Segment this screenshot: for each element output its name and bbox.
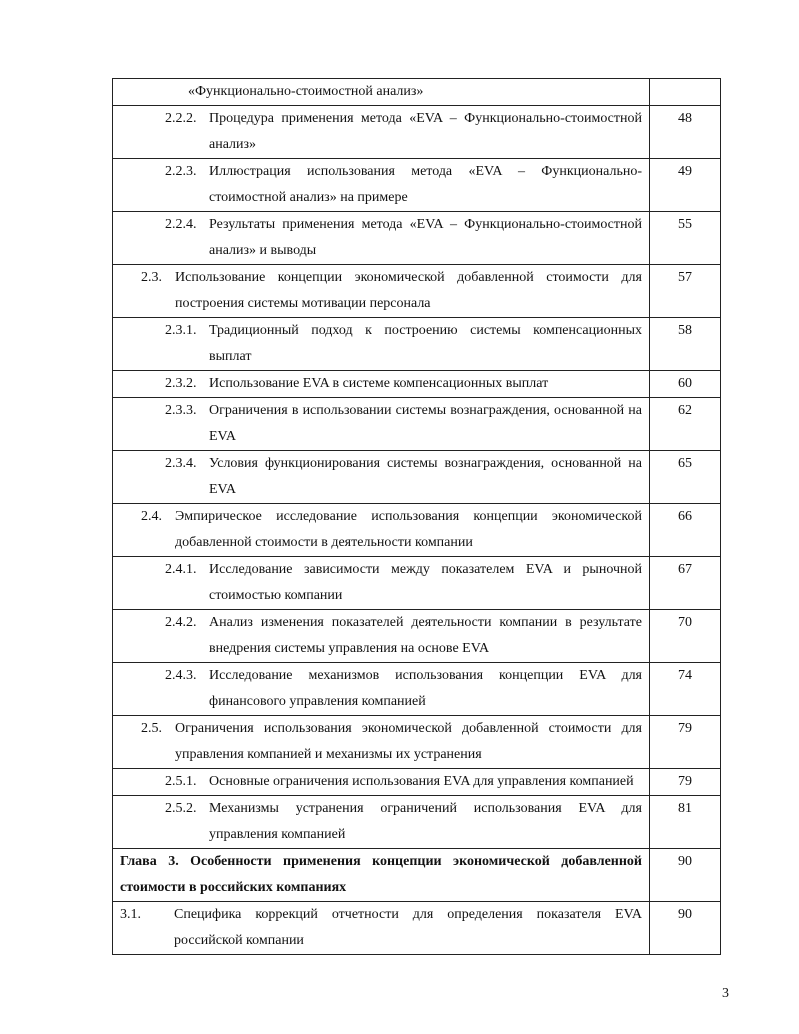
toc-entry-title: Анализ изменения показателей деятельности компании в результате внедрения системы управления на основе EVA xyxy=(209,615,642,656)
toc-entry-title: Использование концепции экономической добавленной стоимости для построения системы мотивации персонала xyxy=(175,270,642,311)
toc-entry-number: 2.3.2. xyxy=(165,376,197,391)
toc-entry-title: Исследование механизмов использования концепции EVA для финансового управления компанией xyxy=(209,668,642,709)
toc-entry-title: Традиционный подход к построению системы компенсационных выплат xyxy=(209,323,642,364)
toc-page-number: 74 xyxy=(650,663,721,716)
toc-title-cell xyxy=(113,849,650,902)
toc-entry-title: Ограничения в использовании системы вознаграждения, основанной на EVA xyxy=(209,403,642,444)
toc-entry-title: Результаты применения метода «EVA – Функционально-стоимостной анализ» и выводы xyxy=(209,217,642,258)
toc-entry-title: Ограничения использования экономической добавленной стоимости для управления компанией и механизмы их устранения xyxy=(175,721,642,762)
toc-entry-title: Механизмы устранения ограничений использования EVA для управления компанией xyxy=(209,801,642,842)
toc-row xyxy=(113,212,721,265)
toc-title-cell xyxy=(113,451,650,504)
toc-entry xyxy=(113,557,649,609)
toc-entry xyxy=(113,663,649,715)
toc-entry-number: 2.4.3. xyxy=(165,668,197,683)
toc-entry-number: 2.4.2. xyxy=(165,615,197,630)
toc-row xyxy=(113,610,721,663)
toc-entry-number: 2.4.1. xyxy=(165,562,197,577)
toc-page-number: 65 xyxy=(650,451,721,504)
toc-entry xyxy=(113,769,649,795)
toc-entry xyxy=(113,504,649,556)
toc-page-number: 79 xyxy=(650,716,721,769)
toc-entry-title: Специфика коррекций отчетности для определения показателя EVA российской компании xyxy=(174,907,642,948)
toc-row xyxy=(113,557,721,610)
toc-title-cell xyxy=(113,663,650,716)
toc-entry-title: Глава 3. Особенности применения концепции экономической добавленной стоимости в российских компаниях xyxy=(120,854,642,895)
toc-title-cell xyxy=(113,106,650,159)
toc-title-cell xyxy=(113,504,650,557)
toc-title-cell xyxy=(113,318,650,371)
toc-page-number: 70 xyxy=(650,610,721,663)
toc-title-cell xyxy=(113,610,650,663)
toc-row xyxy=(113,265,721,318)
toc-row xyxy=(113,318,721,371)
toc-entry-title: Условия функционирования системы вознаграждения, основанной на EVA xyxy=(209,456,642,497)
toc-page-number: 60 xyxy=(650,371,721,398)
toc-entry-number: 2.5.2. xyxy=(165,801,197,816)
toc-entry-number: 2.3. xyxy=(141,270,162,285)
toc-row xyxy=(113,159,721,212)
toc-page-number: 49 xyxy=(650,159,721,212)
toc-entry xyxy=(113,159,649,211)
toc-page-number: 57 xyxy=(650,265,721,318)
toc-title-cell xyxy=(113,371,650,398)
toc-row xyxy=(113,106,721,159)
toc-title-cell xyxy=(113,796,650,849)
toc-entry-number: 2.3.3. xyxy=(165,403,197,418)
toc-page-number: 81 xyxy=(650,796,721,849)
toc-entry xyxy=(113,902,649,954)
toc-entry-number: 2.5. xyxy=(141,721,162,736)
toc-row xyxy=(113,716,721,769)
toc-entry xyxy=(113,849,649,901)
toc-title-cell xyxy=(113,716,650,769)
toc-page-number: 62 xyxy=(650,398,721,451)
toc-entry-title: Процедура применения метода «EVA – Функционально-стоимостной анализ» xyxy=(209,111,642,152)
toc-entry-title: «Функционально-стоимостной анализ» xyxy=(188,84,424,99)
toc-entry xyxy=(113,79,649,105)
toc-row xyxy=(113,769,721,796)
toc-title-cell xyxy=(113,398,650,451)
toc-entry xyxy=(113,318,649,370)
toc-row xyxy=(113,796,721,849)
toc-entry-number: 2.2.2. xyxy=(165,111,197,126)
toc-entry xyxy=(113,265,649,317)
toc-page-number: 66 xyxy=(650,504,721,557)
toc-title-cell xyxy=(113,79,650,106)
toc-entry-number: 2.4. xyxy=(141,509,162,524)
toc-entry-number: 2.3.4. xyxy=(165,456,197,471)
toc-row xyxy=(113,504,721,557)
toc-entry-title: Иллюстрация использования метода «EVA – Функционально-стоимостной анализ» на примере xyxy=(209,164,642,205)
toc-entry xyxy=(113,398,649,450)
toc-title-cell xyxy=(113,212,650,265)
toc-page-number: 58 xyxy=(650,318,721,371)
toc-row xyxy=(113,849,721,902)
page-number: 3 xyxy=(722,986,729,1001)
toc-page-number: 67 xyxy=(650,557,721,610)
toc-page-number: 79 xyxy=(650,769,721,796)
toc-entry-title: Использование EVA в системе компенсационных выплат xyxy=(209,376,549,391)
toc-entry-number: 2.2.4. xyxy=(165,217,197,232)
toc-title-cell xyxy=(113,159,650,212)
table-of-contents xyxy=(112,78,721,955)
toc-entry-title: Эмпирическое исследование использования концепции экономической добавленной стоимости в деятельности компании xyxy=(175,509,642,550)
toc-entry-number: 2.3.1. xyxy=(165,323,197,338)
toc-entry xyxy=(113,106,649,158)
toc-row xyxy=(113,398,721,451)
toc-row xyxy=(113,451,721,504)
toc-page-number: 48 xyxy=(650,106,721,159)
toc-row xyxy=(113,902,721,955)
toc-entry-number: 2.2.3. xyxy=(165,164,197,179)
toc-entry xyxy=(113,212,649,264)
toc-entry xyxy=(113,796,649,848)
toc-row xyxy=(113,79,721,106)
toc-entry-number: 3.1. xyxy=(120,907,141,922)
toc-entry-title: Исследование зависимости между показателем EVA и рыночной стоимостью компании xyxy=(209,562,642,603)
toc-page-number: 55 xyxy=(650,212,721,265)
toc-row xyxy=(113,663,721,716)
toc-page-number xyxy=(650,79,721,106)
toc-entry-title: Основные ограничения использования EVA для управления компанией xyxy=(209,774,634,789)
toc-page-number: 90 xyxy=(650,849,721,902)
toc-entry xyxy=(113,371,649,397)
toc-title-cell xyxy=(113,902,650,955)
toc-title-cell xyxy=(113,769,650,796)
toc-title-cell xyxy=(113,557,650,610)
toc-title-cell xyxy=(113,265,650,318)
toc-row xyxy=(113,371,721,398)
toc-entry xyxy=(113,610,649,662)
toc-page-number: 90 xyxy=(650,902,721,955)
toc-entry xyxy=(113,451,649,503)
toc-entry-number: 2.5.1. xyxy=(165,774,197,789)
toc-entry xyxy=(113,716,649,768)
